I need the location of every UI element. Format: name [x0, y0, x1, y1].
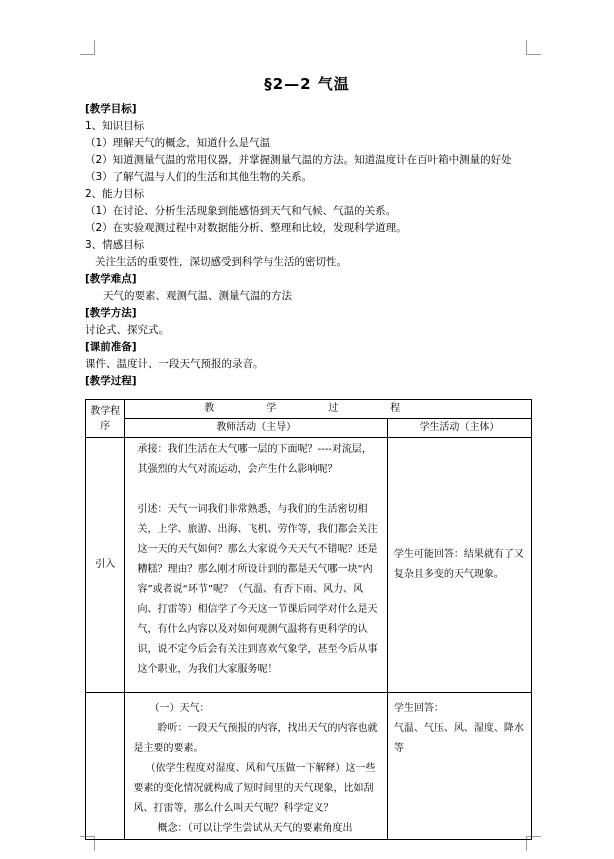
stage-cell	[86, 693, 125, 840]
teacher-cell	[125, 438, 387, 693]
student-answer: 气温、气压、风、湿度、降水等	[393, 723, 524, 754]
ability-item: （2）在实验观测过程中对数据能分析、整理和比较，发现科学道理。	[85, 222, 407, 234]
teacher-paragraph: （一）天气：	[149, 703, 210, 714]
header-program	[86, 400, 125, 438]
teacher-cell	[125, 693, 387, 840]
student-answer-title: 学生回答：	[393, 703, 444, 714]
document-title: §2—2 气温	[264, 75, 350, 93]
method-heading: [教学方法]	[85, 307, 137, 319]
process-heading: [教学过程]	[85, 375, 137, 387]
difficulty-heading: [教学难点]	[85, 273, 137, 285]
table-row	[86, 438, 532, 693]
prep-heading: [课前准备]	[85, 341, 137, 353]
teacher-paragraph: 聆听：一段天气预报的内容，找出天气的内容也就是主要的要素。	[133, 723, 378, 754]
student-cell	[387, 693, 531, 840]
margin-mark-top-left	[80, 40, 95, 55]
header-program-label: 教学程序	[90, 405, 121, 432]
method-text: 讨论式、探究式。	[85, 324, 169, 336]
ability-title: 2、能力目标	[85, 188, 145, 200]
document-body	[85, 101, 534, 390]
emotion-text: 关注生活的重要性，深切感受到科学与生活的密切性。	[95, 256, 347, 268]
teacher-paragraph: （依学生程度对湿度、风和气压做一下解释）这一些要素的变化情况就构成了短时间里的天气现象，比如刮风、打雷等，那么什么叫天气呢？科学定义？	[133, 763, 376, 814]
stage-cell: 引入	[86, 438, 125, 693]
header-process-label: 教学过程	[204, 403, 453, 414]
prep-text: 课件、温度计、一段天气预报的录音。	[85, 358, 264, 370]
margin-mark-top-right	[526, 40, 541, 55]
teacher-paragraph: 概念：（可以让学生尝试从天气的要素角度出	[157, 823, 353, 834]
header-process	[125, 400, 532, 419]
objectives-heading: [教学目标]	[85, 103, 137, 115]
teacher-paragraph: 承接：我们生活在大气哪一层的下面呢？----对流层，其强烈的大气对流运动，会产生什么影响呢？	[137, 444, 372, 475]
header-teacher: 教师活动（主导）	[125, 419, 387, 438]
header-student: 学生活动（主体）	[387, 419, 531, 438]
emotion-title: 3、情感目标	[85, 239, 145, 251]
knowledge-item: （1）理解天气的概念，知道什么是气温	[85, 137, 271, 149]
knowledge-title: 1、知识目标	[85, 120, 145, 132]
ability-item: （1）在讨论、分析生活现象到能感悟到天气和气候、气温的关系。	[85, 205, 397, 217]
process-table	[85, 399, 532, 840]
difficulty-text: 天气的要素、观测气温、测量气温的方法	[103, 290, 292, 302]
knowledge-item: （2）知道测量气温的常用仪器，并掌握测量气温的方法。知道温度计在百叶箱中测量的好处	[85, 154, 512, 166]
teacher-paragraph: 引述：天气一词我们非常熟悉，与我们的生活密切相关，上学、旅游、出海、飞机、劳作等，我们都会关注这一天的天气如何？那么大家说今天天气不错呢？还是糟糕？理由？那么刚才所设计到的都是天气哪一块“内容”或者说“环节”呢？（气温、有否下雨、风力、风向、打雷等）相信学了今天这一节课后同学对什么是天气，有什么内容以及对如何观测气温将有更科学的认识，说不定今后会有关注到喜欢气象学，甚至今后从事这个职业，为我们大家服务呢！	[137, 504, 378, 675]
table-row	[86, 693, 532, 840]
knowledge-item: （3）了解气温与人们的生活和其他生物的关系。	[85, 171, 313, 183]
student-cell: 学生可能回答：结果就有了又复杂且多变的天气现象。	[387, 438, 531, 693]
